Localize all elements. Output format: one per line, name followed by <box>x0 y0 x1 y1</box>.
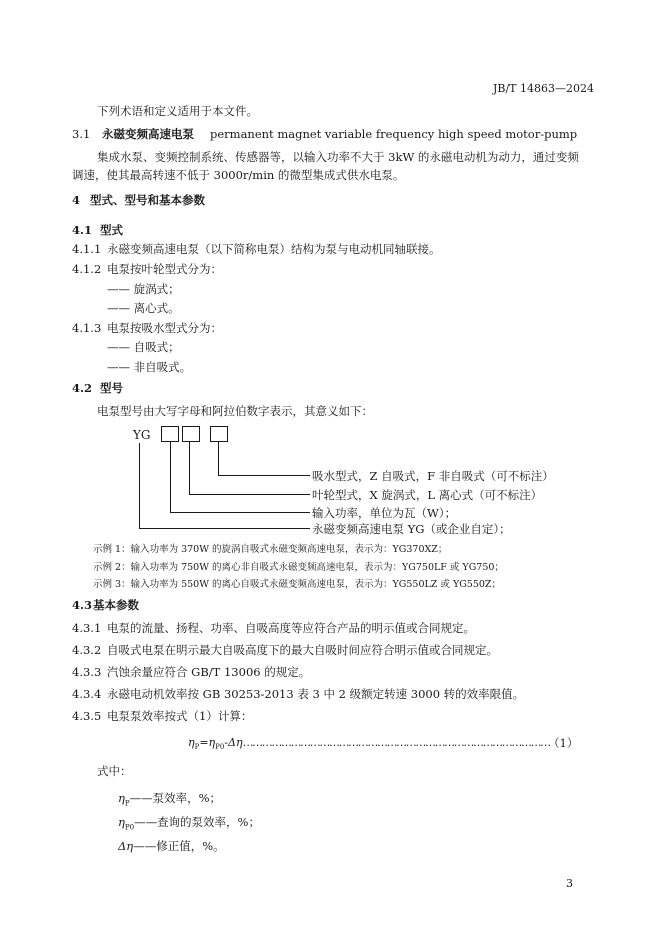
s4-1-number: 4.1 <box>72 223 93 237</box>
section-4-title: 型式、型号和基本参数 <box>90 193 205 207</box>
s4-3-5-number: 4.3.5 <box>72 709 102 723</box>
s4-1-1-text: 永磁变频高速电泵（以下简称电泵）结构为泵与电动机同轴联接。 <box>107 242 441 256</box>
term-en: permanent magnet variable frequency high speed motor-pump <box>210 127 578 141</box>
model-line-v <box>218 442 219 475</box>
section-4-number: 4 <box>72 193 81 207</box>
model-label: 吸水型式，Z 自吸式，F 非自吸式（可不标注） <box>312 469 554 483</box>
list-item: —— 非自吸式。 <box>107 360 192 374</box>
s4-3-1-text: 电泵的流量、扬程、功率、自吸高度等应符合产品的明示值或合同规定。 <box>107 621 475 635</box>
s4-2-number: 4.2 <box>72 381 93 395</box>
model-line-v <box>170 442 171 512</box>
model-label: 输入功率，单位为瓦（W）； <box>312 506 457 520</box>
formula-number: （1） <box>548 736 579 750</box>
model-label: 永磁变频高速电泵 YG（或企业自定）； <box>312 522 511 536</box>
var-delta-eta: Δη——修正值，%。 <box>118 839 225 853</box>
doc-id: JB/T 14863—2024 <box>492 82 594 95</box>
intro-text: 下列术语和定义适用于本文件。 <box>97 104 258 118</box>
model-line-v <box>189 442 190 494</box>
model-line-h <box>189 494 310 495</box>
model-box-power <box>161 426 179 442</box>
s4-3-2-text: 自吸式电泵在明示最大自吸高度下的最大自吸时间应符合明示值或合同规定。 <box>107 643 498 657</box>
s4-1-3-number: 4.1.3 <box>72 321 102 335</box>
term-def-line1: 集成水泵、变频控制系统、传感器等，以输入功率不大于 3kW 的永磁电动机为动力，通过变频 <box>97 150 579 164</box>
s4-1-2-number: 4.1.2 <box>72 262 102 276</box>
s4-3-5-text: 电泵泵效率按式（1）计算： <box>107 709 253 723</box>
model-prefix: YG <box>133 428 151 442</box>
s4-3-2-number: 4.3.2 <box>72 643 102 657</box>
example-3: 示例 3：输入功率为 550W 的离心自吸式永磁变频高速电泵，表示为：YG550LZ 或 YG550Z； <box>93 579 502 590</box>
s4-2-title: 型号 <box>100 381 123 395</box>
s4-1-title: 型式 <box>100 223 123 237</box>
s4-3-4-text: 永磁电动机效率按 GB 30253-2013 表 3 中 2 级额定转速 3000 转的效率限值。 <box>107 687 525 701</box>
s4-3-number: 4.3 <box>72 598 93 612</box>
s4-1-3-text: 电泵按吸水型式分为： <box>107 321 222 335</box>
example-1: 示例 1：输入功率为 370W 的旋涡自吸式永磁变频高速电泵，表示为：YG370XZ； <box>93 544 448 555</box>
list-item: —— 旋涡式； <box>107 282 180 296</box>
s4-1-2-text: 电泵按叶轮型式分为： <box>107 262 222 276</box>
s4-3-title: 基本参数 <box>93 598 139 612</box>
model-line-h <box>170 512 310 513</box>
page-number: 3 <box>566 877 573 890</box>
example-2: 示例 2：输入功率为 750W 的离心非自吸式永磁变频高速电泵，表示为：YG750LF 或 YG750； <box>93 562 504 573</box>
where-label: 式中： <box>97 764 132 778</box>
formula: $\eta_P=\eta_{P0}-\Delta\eta\dots\dots\dots\dots\dots\dots\dots\dots\dots\dots\dots\dots\dots\dots\dots\dots\dots\dots\dots\dots\dots\dots\dots\dots\dots\dots\dots\dots\dots\dots\dots\dots$ <box>188 736 550 752</box>
model-line-v <box>139 443 140 528</box>
term-number: 3.1 <box>72 127 91 141</box>
var-eta-p: $\eta_P——$泵效率，%； <box>118 791 222 808</box>
model-label: 叶轮型式，X 旋涡式，L 离心式（可不标注） <box>312 488 543 502</box>
model-line-h <box>139 528 310 529</box>
s4-3-4-number: 4.3.4 <box>72 687 102 701</box>
list-item: —— 离心式。 <box>107 301 180 315</box>
term-def-line2: 调速，使其最高转速不低于 3000r/min 的微型集成式供水电泵。 <box>72 168 405 182</box>
list-item: —— 自吸式； <box>107 340 180 354</box>
s4-3-3-text: 汽蚀余量应符合 GB/T 13006 的规定。 <box>107 665 311 679</box>
s4-3-1-number: 4.3.1 <box>72 621 102 635</box>
var-eta-p0: $\eta_{P0}——$查询的泵效率，%； <box>118 815 260 832</box>
s4-2-text: 电泵型号由大写字母和阿拉伯数字表示，其意义如下： <box>97 404 373 418</box>
s4-3-3-number: 4.3.3 <box>72 665 102 679</box>
term-cn: 永磁变频高速电泵 <box>102 127 194 141</box>
model-box-suction <box>210 426 228 442</box>
model-line-h <box>218 475 310 476</box>
s4-1-1-number: 4.1.1 <box>72 242 102 256</box>
model-box-impeller <box>182 426 200 442</box>
